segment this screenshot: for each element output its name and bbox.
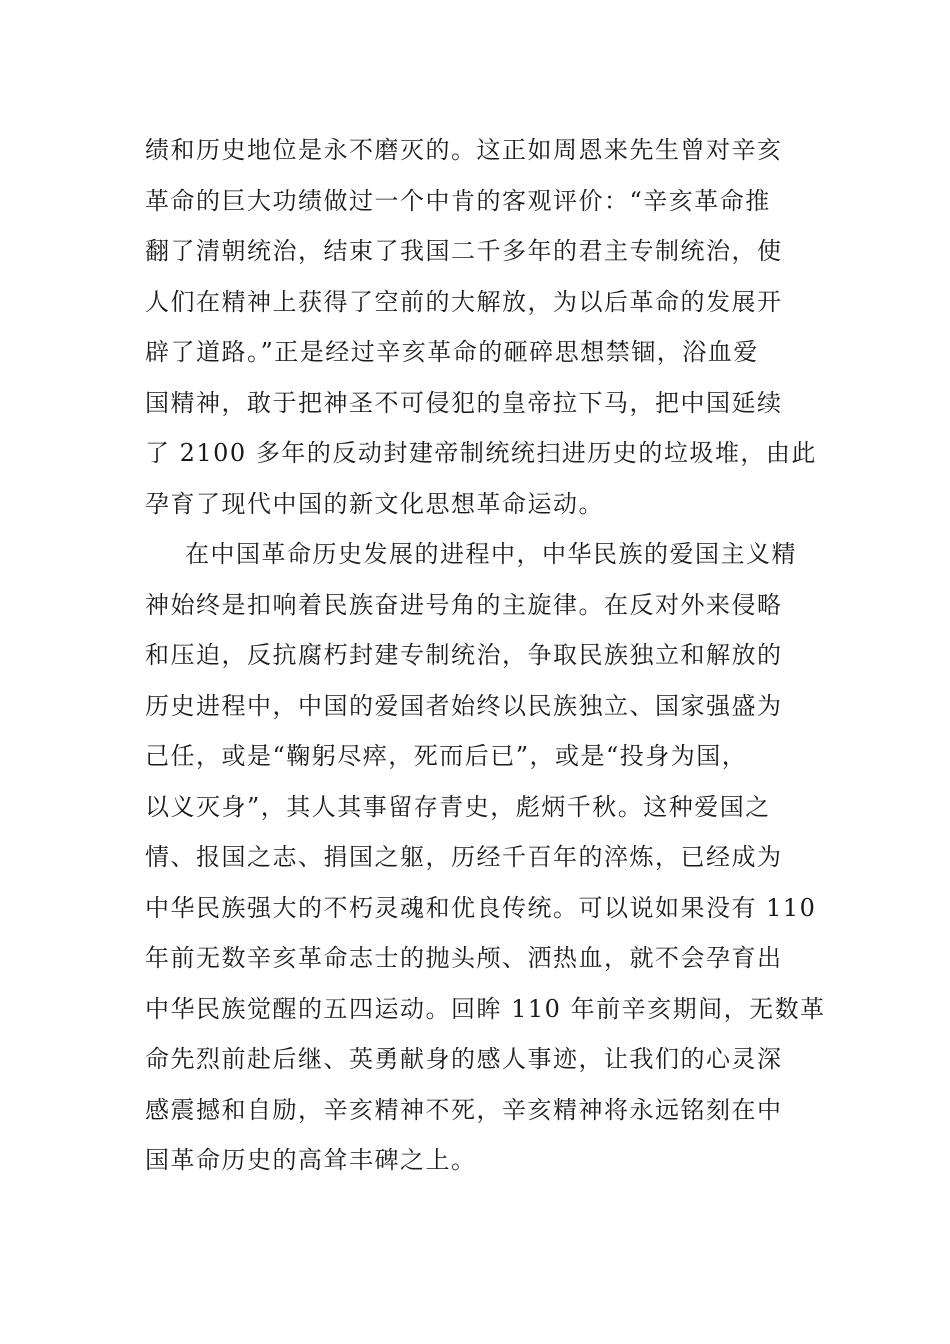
paragraph-line: 翻了清朝统治，结束了我国二千多年的君主专制统治，使 [145,237,783,265]
paragraph-line: 辟了道路。”正是经过辛亥革命的砸碎思想禁锢，浴血爱 [145,338,759,366]
paragraph-line: 革命的巨大功绩做过一个中肯的客观评价：“辛亥革命推 [145,186,771,215]
paragraph-line: 年前无数辛亥革命志士的抛头颅、洒热血，就不会孕育出 [145,944,783,972]
paragraph-line: 在中国革命历史发展的进程中，中华民族的爱国主义精 [185,540,797,568]
paragraph-line: 孕育了现代中国的新文化思想革命运动。 [145,489,604,518]
paragraph-line: 中华民族觉醒的五四运动。回眸 110 年前辛亥期间，无数革 [145,994,826,1023]
paragraph-2 [145,529,826,1186]
paragraph-line: 了 2100 多年的反动封建帝制统统扫进历史的垃圾堆，由此 [145,439,817,467]
paragraph-line: 和压迫，反抗腐朽封建专制统治，争取民族独立和解放的 [145,641,783,669]
paragraph-line: 历史进程中，中国的爱国者始终以民族独立、国家强盛为 [145,691,783,720]
paragraph-line: 国精神，敢于把神圣不可侵犯的皇帝拉下马，把中国延续 [145,388,783,417]
paragraph-line: 人们在精神上获得了空前的大解放，为以后革命的发展开 [145,287,783,316]
paragraph-line: 国革命历史的高耸丰碑之上。 [145,1146,477,1174]
paragraph-line: 绩和历史地位是永不磨灭的。这正如周恩来先生曾对辛亥 [145,136,783,164]
paragraph-line: 感震撼和自励，辛亥精神不死，辛亥精神将永远铭刻在中 [145,1095,783,1124]
body-text [145,125,826,1186]
paragraph-line: 己任，或是“鞠躬尽瘁，死而后已”，或是“投身为国， [145,742,748,770]
paragraph-line: 中华民族强大的不朽灵魂和优良传统。可以说如果没有 110 [145,893,817,922]
paragraph-line: 命先烈前赴后继、英勇献身的感人事迹，让我们的心灵深 [145,1045,783,1073]
paragraph-line: 情、报国之志、捐国之躯，历经千百年的淬炼，已经成为 [145,843,783,871]
paragraph-line: 神始终是扣响着民族奋进号角的主旋律。在反对外来侵略 [145,590,783,619]
paragraph-1 [145,125,817,529]
paragraph-line: 以义灭身”，其人其事留存青史，彪炳千秋。这种爱国之 [145,792,771,821]
